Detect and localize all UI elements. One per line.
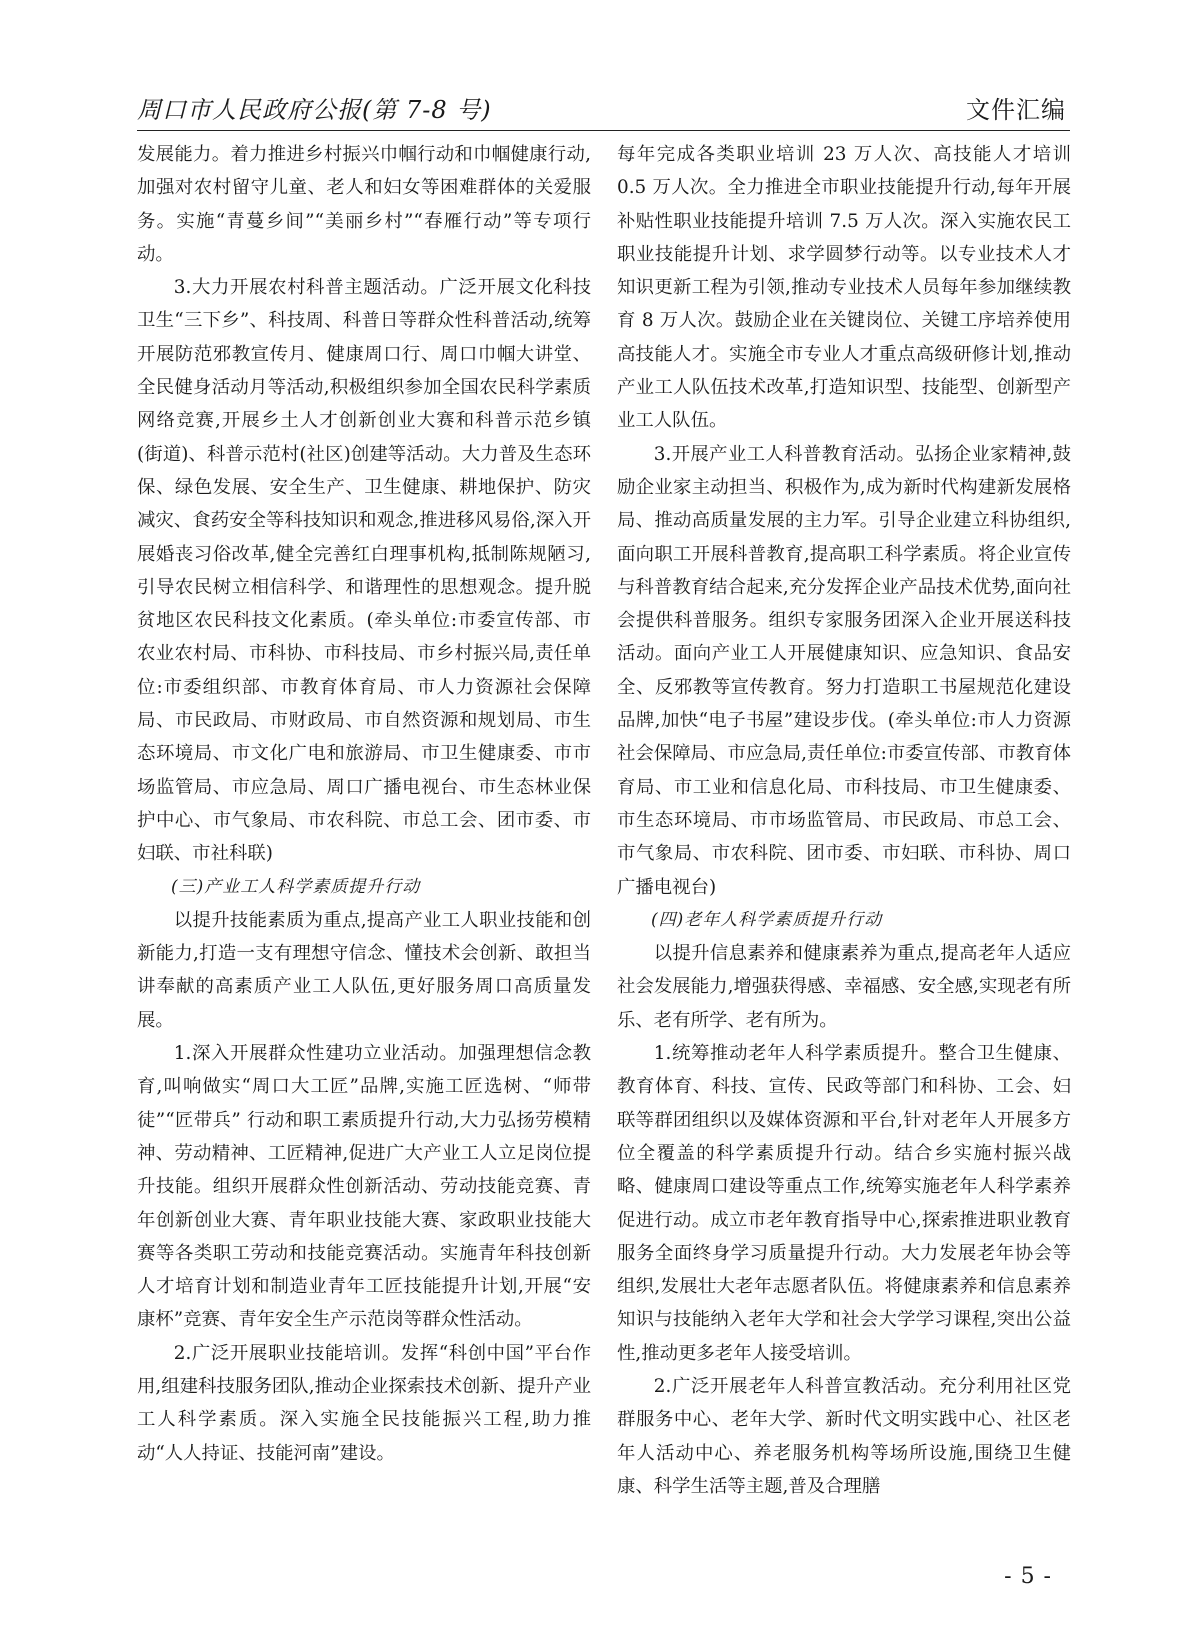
page-number: - 5 - (1004, 1564, 1052, 1589)
section-title: 文件汇编 (966, 96, 1066, 124)
paragraph: 2.广泛开展老年人科普宣教活动。充分利用社区党群服务中心、老年大学、新时代文明实践中心、社区老年人活动中心、养老服务机构等场所设施,围绕卫生健康、科学生活等主题,普及合理膳 (617, 1375, 1071, 1497)
right-column (617, 138, 1071, 1503)
paragraph: 3.开展产业工人科普教育活动。弘扬企业家精神,鼓励企业家主动担当、积极作为,成为新时代构建新发展格局、推动高质量发展的主力军。引导企业建立科协组织,面向职工开展科普教育,提高职工科学素质。将企业宣传与科普教育结合起来,充分发挥企业产品技术优势,面向社会提供科普服务。组织专家服务团深入企业开展送科技活动。面向产业工人开展健康知识、应急知识、食品安全、反邪教等宣传教育。努力打造职工书屋规范化建设品牌,加快“电子书屋”建设步伐。(牵头单位:市人力资源社会保障局、市应急局,责任单位:市委宣传部、市教育体育局、市工业和信息化局、市科技局、市卫生健康委、市生态环境局、市市场监管局、市民政局、市总工会、市气象局、市农科院、团市委、市妇联、市科协、周口广播电视台) (617, 443, 1071, 898)
page-header (137, 88, 1070, 131)
paragraph: 以提升技能素质为重点,提高产业工人职业技能和创新能力,打造一支有理想守信念、懂技术会创新、敢担当讲奉献的高素质产业工人队伍,更好服务周口高质量发展。 (137, 909, 591, 1031)
paragraph: 2.广泛开展职业技能培训。发挥“科创中国”平台作用,组建科技服务团队,推动企业探索技术创新、提升产业工人科学素质。深入实施全民技能振兴工程,助力推动“人人持证、技能河南”建设。 (137, 1342, 591, 1464)
left-column (137, 138, 591, 1470)
section-heading: (四)老年人科学素质提升行动 (651, 909, 883, 930)
paragraph: 1.统筹推动老年人科学素质提升。整合卫生健康、教育体育、科技、宣传、民政等部门和科协、工会、妇联等群团组织以及媒体资源和平台,针对老年人开展多方位全覆盖的科学素质提升行动。结合乡实施村振兴战略、健康周口建设等重点工作,统筹实施老年人科学素养促进行动。成立市老年教育指导中心,探索推进职业教育服务全面终身学习质量提升行动。大力发展老年协会等组织,发展壮大老年志愿者队伍。将健康素养和信息素养知识与技能纳入老年大学和社会大学学习课程,突出公益性,推动更多老年人接受培训。 (617, 1043, 1071, 1364)
paragraph: 3.大力开展农村科普主题活动。广泛开展文化科技卫生“三下乡”、科技周、科普日等群众性科普活动,统筹开展防范邪教宣传月、健康周口行、周口巾帼大讲堂、全民健身活动月等活动,积极组织参加全国农民科学素质网络竞赛,开展乡土人才创新创业大赛和科普示范乡镇(街道)、科普示范村(社区)创建等活动。大力普及生态环保、绿色发展、安全生产、卫生健康、耕地保护、防灾减灾、食药安全等科技知识和观念,推进移风易俗,深入开展婚丧习俗改革,健全完善红白理事机构,抵制陈规陋习,引导农民树立相信科学、和谐理性的思想观念。提升脱贫地区农民科技文化素质。(牵头单位:市委宣传部、市农业农村局、市科协、市科技局、市乡村振兴局,责任单位:市委组织部、市教育体育局、市人力资源社会保障局、市民政局、市财政局、市自然资源和规划局、市生态环境局、市文化广电和旅游局、市卫生健康委、市市场监管局、市应急局、周口广播电视台、市生态林业保护中心、市气象局、市农科院、市总工会、团市委、市妇联、市社科联) (137, 277, 591, 865)
paragraph: 1.深入开展群众性建功立业活动。加强理想信念教育,叫响做实“周口大工匠”品牌,实施工匠选树、“师带徒”“匠带兵” 行动和职工素质提升行动,大力弘扬劳模精神、劳动精神、工匠精神,促进广大产业工人立足岗位提升技能。组织开展群众性创新活动、劳动技能竞赛、青年创新创业大赛、青年职业技能大赛、家政职业技能大赛等各类职工劳动和技能竞赛活动。实施青年科技创新人才培育计划和制造业青年工匠技能提升计划,开展“安康杯”竞赛、青年安全生产示范岗等群众性活动。 (137, 1043, 591, 1331)
paragraph: 每年完成各类职业培训 23 万人次、高技能人才培训 0.5 万人次。全力推进全市职业技能提升行动,每年开展补贴性职业技能提升培训 7.5 万人次。深入实施农民工职业技能提升计划、求学圆梦行动等。以专业技术人才知识更新工程为引领,推动专业技术人员每年参加继续教育 8 万人次。鼓励企业在关键岗位、关键工序培养使用高技能人才。实施全市专业人才重点高级研修计划,推动产业工人队伍技术改革,打造知识型、技能型、创新型产业工人队伍。 (617, 144, 1071, 432)
publication-title: 周口市人民政府公报(第 7-8 号) (137, 96, 492, 124)
section-heading: (三)产业工人科学素质提升行动 (171, 876, 421, 897)
paragraph: 发展能力。着力推进乡村振兴巾帼行动和巾帼健康行动,加强对农村留守儿童、老人和妇女等困难群体的关爱服务。实施“青蔓乡间”“美丽乡村”“春雁行动”等专项行动。 (137, 144, 591, 265)
paragraph: 以提升信息素养和健康素养为重点,提高老年人适应社会发展能力,增强获得感、幸福感、安全感,实现老有所乐、老有所学、老有所为。 (617, 943, 1071, 1031)
